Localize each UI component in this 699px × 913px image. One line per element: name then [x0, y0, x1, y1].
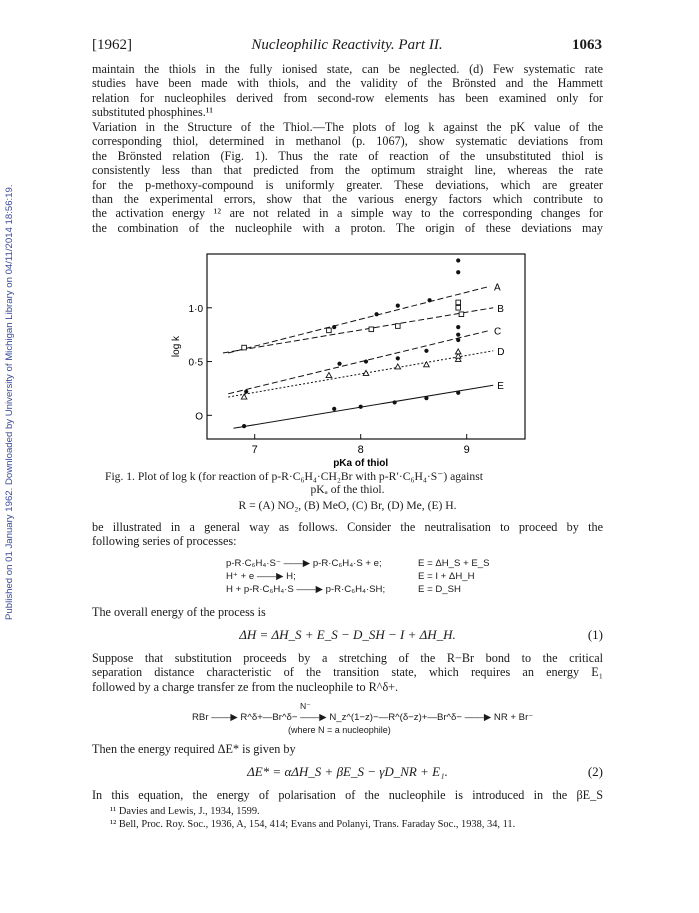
data-point-e [456, 391, 460, 395]
text-line: the Brönsted relation (Fig. 1). Thus the rate of reaction of the unsubstituted thiol is [92, 148, 603, 163]
paragraph-1 [92, 62, 603, 120]
download-watermark [2, 120, 16, 620]
text-line: following series of processes: [92, 534, 237, 549]
data-point-a [332, 325, 336, 329]
series-line-d [228, 351, 493, 397]
reaction-scheme-2 [192, 700, 532, 737]
paragraph-4 [92, 605, 603, 619]
text-line: separation distance characteristic of the transition state, which requires an energy E₁ [92, 665, 603, 680]
text-line: the activation energy ¹² are not related in a simple way to the corresponding changes for [92, 206, 603, 221]
text-line: be illustrated in a general way as follows. Consider the neutralisation to proceed by the [92, 520, 603, 534]
scheme-step: H + p-R·C₆H₄·S ——▶ p-R·C₆H₄·SH; [226, 584, 386, 595]
caption-line-1: Fig. 1. Plot of log k (for reaction of p-R·C₆H₄·CH₂Br with p-R′·C₆H₄·S⁻) against [105, 470, 483, 483]
caption-line-2: pKₐ of the thiol. [310, 483, 385, 496]
header-title: Nucleophilic Reactivity. Part II. [251, 37, 443, 53]
text-line: consistently less than that predicted from the optimum straight line, whereas the rate [92, 163, 603, 178]
text-line: Suppose that substitution proceeds by a stretching of the R−Br bond to the critical [92, 651, 603, 665]
series-line-c [228, 330, 490, 393]
text-line: than the experimental errors, show that the various energy factors which contribute to [92, 191, 603, 206]
data-point-b [369, 327, 374, 332]
data-point-a [428, 298, 432, 302]
series-line-a [228, 286, 490, 353]
paragraph-5 [92, 651, 603, 694]
scheme-energy: E = D_SH [418, 584, 461, 595]
text-line: the combination of the nucleophile with a proton. The origin of these deviations may [92, 220, 603, 235]
paragraph-3 [92, 520, 603, 549]
text-line: The overall energy of the process is [92, 605, 266, 619]
data-point-c [456, 325, 460, 329]
data-point-c [364, 359, 368, 363]
data-point-b [456, 300, 461, 305]
y-axis-label: log k [171, 335, 182, 358]
equation-1-formula: ΔH = ΔH_S + E_S − D_SH − I + ΔH_H. [239, 627, 456, 642]
data-point-a [456, 258, 460, 262]
running-header [92, 37, 602, 55]
data-point-d [241, 394, 247, 399]
nucleophile-label: N⁻ [300, 701, 311, 711]
footnote-12: ¹² Bell, Proc. Roy. Soc., 1936, A, 154, 414; Evans and Polanyi, Trans. Faraday Soc., 1938, 34, 11. [110, 818, 516, 830]
data-point-b [459, 312, 464, 317]
scheme-note: (where N = a nucleophile) [288, 725, 391, 735]
equation-2-formula: ΔE* = αΔH_S + βE_S − γD_NR + E₁. [247, 764, 448, 779]
data-point-d [395, 364, 401, 369]
series-label-c: C [494, 326, 502, 338]
data-point-c [456, 333, 460, 337]
footnote-11: ¹¹ Davies and Lewis, J., 1934, 1599. [110, 806, 260, 817]
download-watermark-text: Published on 01 January 1962. Downloaded by University of Michigan Library on 04/11/2014 18:56:19. [4, 184, 15, 620]
scheme-step: H⁺ + e ——▶ H; [226, 571, 296, 582]
text-line: for the p-methoxy-compound is uniformly greater. These deviations, which are greater [92, 177, 603, 192]
data-point-a [375, 312, 379, 316]
text-line: followed by a charge transfer ze from the nucleophile to R^δ+. [92, 679, 399, 694]
text-line: corresponding thiol, determined in methanol (p. 1067), show systematic deviations from [92, 134, 603, 149]
data-point-a [396, 304, 400, 308]
x-tick-label: 8 [357, 444, 364, 456]
data-point-e [424, 396, 428, 400]
series-label-e: E [497, 381, 504, 393]
data-point-c [424, 349, 428, 353]
text-line: studies have been made with thiols, and the validity of the Brönsted and the Hammett [92, 76, 603, 91]
text-line: maintain the thiols in the fully ionised state, can be neglected. (d) Few systematic rate [92, 62, 603, 76]
x-axis-label: pKa of thiol [333, 458, 389, 468]
text-line: relation for nucleophiles derived from second-row elements has been examined only for [92, 90, 603, 105]
series-label-b: B [497, 303, 504, 315]
figure-1-chart [165, 246, 535, 468]
data-point-c [244, 390, 248, 394]
y-tick-label: 1·0 [188, 303, 203, 315]
data-point-b [456, 305, 461, 310]
series-label-d: D [497, 346, 505, 358]
data-point-b [396, 324, 401, 329]
data-point-a [456, 270, 460, 274]
caption-line-3: R = (A) NO₂, (B) MeO, (C) Br, (D) Me, (E) H. [238, 499, 457, 512]
data-point-c [456, 338, 460, 342]
data-point-b [242, 345, 247, 350]
data-point-d [424, 362, 430, 367]
data-point-d [455, 349, 461, 354]
paragraph-2 [92, 120, 603, 235]
paragraph-6 [92, 742, 603, 756]
data-point-e [242, 424, 246, 428]
footnotes [110, 806, 515, 831]
y-tick-label: 0·5 [188, 357, 203, 369]
data-point-c [337, 362, 341, 366]
reaction-scheme-1 [226, 557, 526, 596]
x-tick-label: 7 [251, 444, 258, 456]
data-point-e [393, 400, 397, 404]
text-line: Then the energy required ΔE* is given by [92, 742, 296, 756]
paragraph-7 [92, 788, 603, 802]
equation-1-number: (1) [587, 627, 603, 642]
figure-caption [92, 470, 603, 512]
substitution-scheme: RBr ——▶ R^δ+—Br^δ− ——▶ N_z^(1−z)−—R^(δ−z)+—Br^δ− ——▶ NR + Br⁻ [192, 712, 534, 723]
data-point-d [326, 373, 332, 378]
data-point-c [396, 356, 400, 360]
scheme-energy: E = I + ΔH_H [418, 571, 475, 582]
section-heading-line: Variation in the Structure of the Thiol.—The plots of log k against the pK value of the [92, 120, 603, 134]
x-tick-label: 9 [463, 444, 470, 456]
header-year: [1962] [92, 37, 132, 53]
data-point-b [327, 328, 332, 333]
data-point-e [332, 407, 336, 411]
text-line: substituted phosphines.¹¹ [92, 105, 214, 120]
y-tick-label: O [195, 411, 203, 423]
scheme-step: p-R·C₆H₄·S⁻ ——▶ p-R·C₆H₄·S + e; [226, 558, 382, 569]
data-point-e [359, 405, 363, 409]
equation-2-number: (2) [587, 764, 603, 779]
series-label-a: A [494, 282, 501, 294]
header-page-number: 1063 [572, 37, 602, 53]
series-line-e [234, 385, 494, 428]
text-line: In this equation, the energy of polarisation of the nucleophile is introduced in the βE_S [92, 788, 603, 802]
series-line-b [223, 308, 493, 353]
scheme-energy: E = ΔH_S + E_S [418, 558, 490, 569]
